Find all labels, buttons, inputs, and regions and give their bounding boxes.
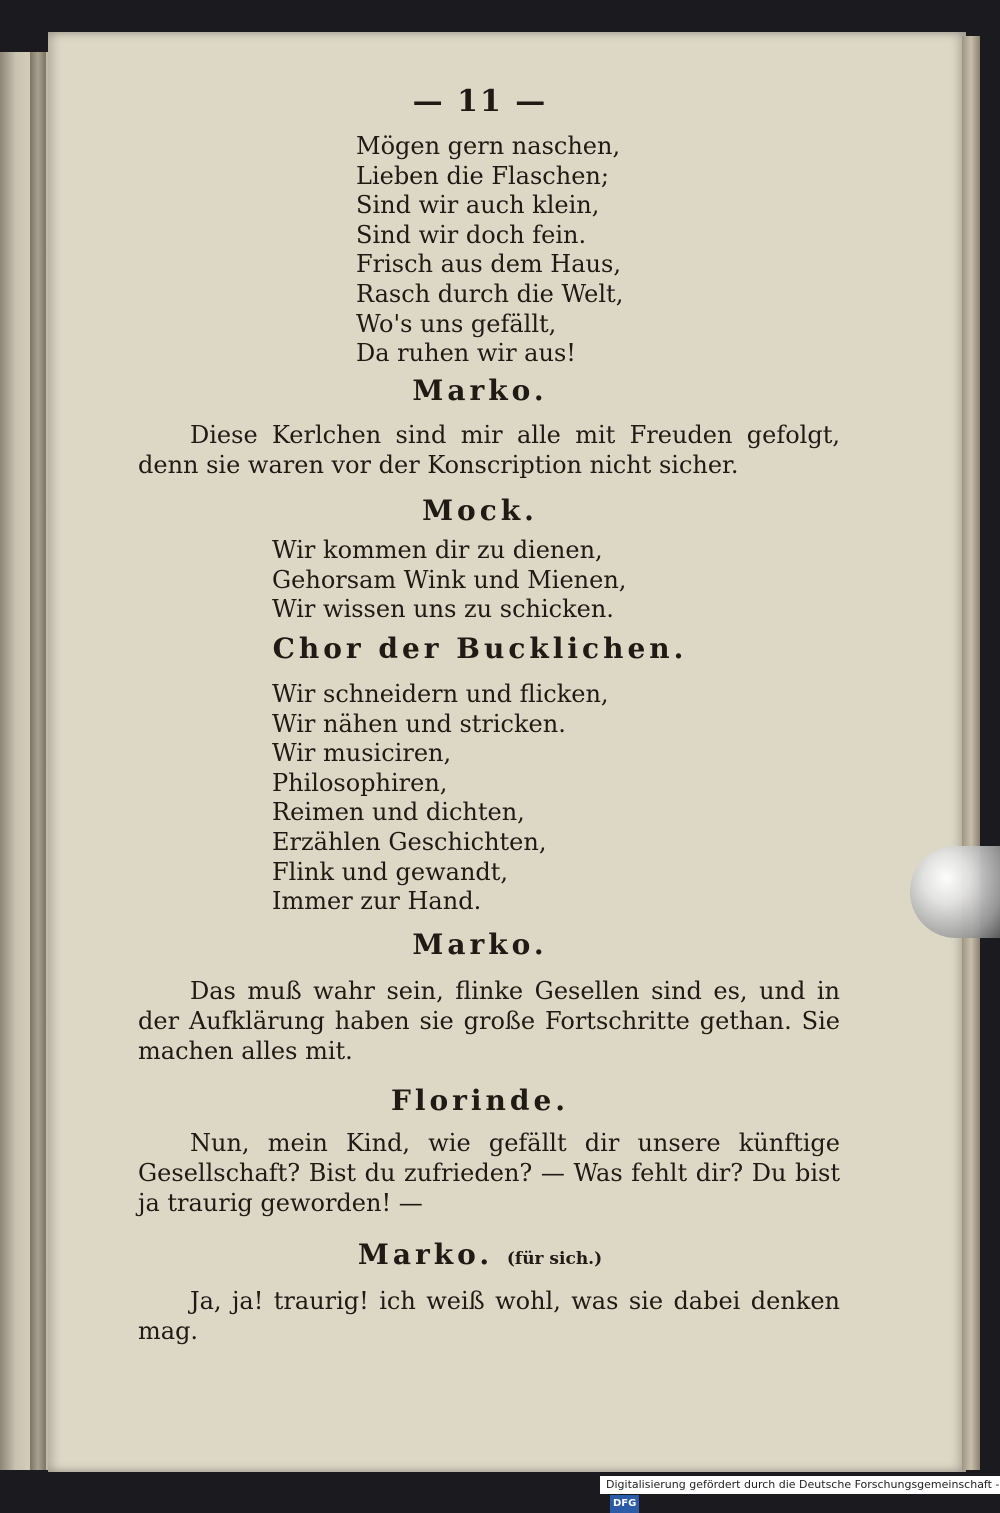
- verse-line: Sind wir auch klein,: [356, 191, 600, 220]
- verse-line: Wo's uns gefällt,: [356, 309, 557, 338]
- verse-line: Sind wir doch fein.: [356, 220, 587, 249]
- prose-paragraph: Nun, mein Kind, wie gefällt dir unsere künftige Gesellschaft? Bist du zufrieden? — Was fehlt dir? Du bist ja traurig geworden! —: [138, 1129, 840, 1217]
- verse-line: Immer zur Hand.: [272, 887, 482, 916]
- stage-direction: (für sich.): [506, 1249, 603, 1269]
- prose-paragraph: Das muß wahr sein, flinke Gesellen sind es, und in der Aufklärung haben sie große Fortschritte gethan. Sie machen alles mit.: [138, 977, 840, 1065]
- verse-line: Gehorsam Wink und Mienen,: [272, 565, 627, 594]
- verse-line: Wir wissen uns zu schicken.: [272, 595, 614, 624]
- verse-line: Rasch durch die Welt,: [356, 279, 624, 308]
- verse-line: Wir nähen und stricken.: [272, 709, 566, 738]
- verse-line: Da ruhen wir aus!: [356, 339, 576, 368]
- speaker-heading: Marko.: [412, 374, 548, 407]
- speaker-heading: Mock.: [422, 494, 538, 527]
- verse-line: Philosophiren,: [272, 768, 448, 797]
- stanza-3: [272, 680, 609, 917]
- speaker-name: Marko.: [357, 1238, 494, 1271]
- verse-line: Frisch aus dem Haus,: [356, 250, 621, 279]
- verse-line: Erzählen Geschichten,: [272, 827, 547, 856]
- footer-text: Digitalisierung gefördert durch die Deutsche Forschungsgemeinschaft -: [606, 1478, 1000, 1491]
- verse-line: Wir kommen dir zu dienen,: [272, 536, 603, 564]
- verse-line: Reimen und dichten,: [272, 798, 525, 827]
- speaker-heading: Florinde.: [390, 1084, 570, 1117]
- speaker-heading: Marko.: [412, 928, 548, 961]
- verse-line: Wir schneidern und flicken,: [272, 680, 609, 708]
- page-number: — 11 —: [412, 84, 548, 119]
- verse-line: Wir musiciren,: [272, 739, 452, 768]
- verse-line: Mögen gern naschen,: [356, 132, 621, 160]
- page-clip: [910, 846, 1000, 938]
- page-content: [48, 32, 966, 1472]
- digitization-footer: [600, 1476, 1000, 1509]
- verse-line: Flink und gewandt,: [272, 857, 509, 886]
- prose-paragraph: Ja, ja! traurig! ich weiß wohl, was sie dabei denken mag.: [138, 1287, 840, 1345]
- dfg-logo: DFG: [610, 1495, 639, 1513]
- verse-line: Lieben die Flaschen;: [356, 161, 609, 190]
- speaker-heading-with-direction: [0, 1238, 960, 1271]
- speaker-heading: Chor der Bucklichen.: [272, 632, 688, 665]
- stanza-1: [356, 132, 623, 369]
- stanza-2: [272, 536, 626, 625]
- prose-paragraph: Diese Kerlchen sind mir alle mit Freuden gefolgt, denn sie waren vor der Konscription nicht sicher.: [138, 421, 840, 479]
